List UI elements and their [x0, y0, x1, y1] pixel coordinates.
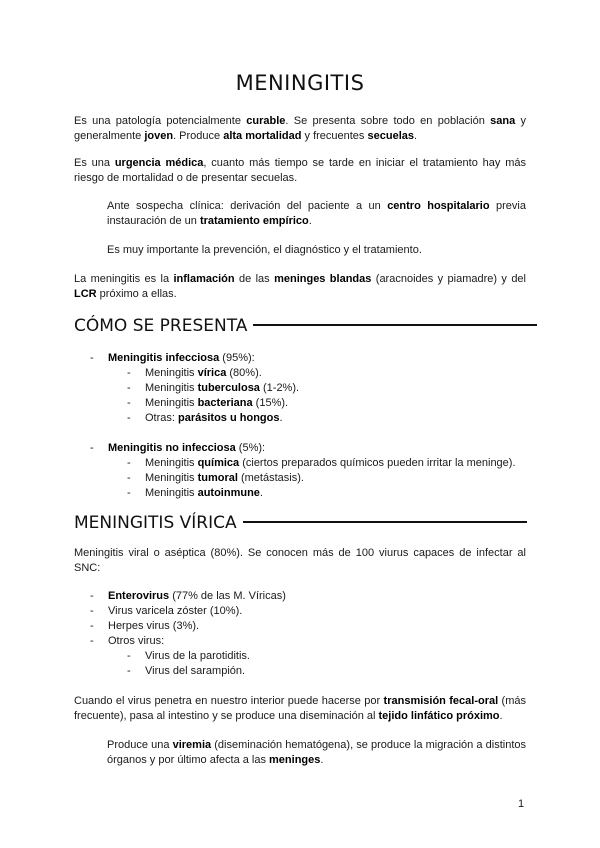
sub-list-item — [127, 456, 516, 471]
bold-term: viremia — [172, 739, 212, 751]
text-run: de las — [234, 273, 275, 285]
list-item — [90, 619, 286, 634]
bold-term: química — [197, 457, 240, 469]
sub-list-item — [127, 486, 516, 501]
list-item — [90, 634, 286, 679]
sub-list — [108, 366, 516, 426]
text-run: (aracnoides y piamadre) y del — [371, 273, 526, 285]
list-item — [90, 589, 286, 604]
virica-paragraph-3 — [107, 738, 526, 768]
intro-paragraph-3 — [107, 199, 526, 229]
text-run: (más frecuente), pasa al intestino y se produce una diseminación al — [74, 695, 527, 722]
bold-term: tumoral — [197, 472, 238, 484]
text-run: Virus de la parotiditis. — [145, 650, 250, 662]
bold-term: sana — [490, 115, 516, 127]
text-run: Meningitis — [145, 367, 198, 379]
text-run: y frecuentes — [301, 130, 368, 142]
text-run: (5%): — [235, 442, 266, 454]
text-run: próximo a ellas. — [96, 288, 177, 300]
text-run: . — [413, 130, 418, 142]
intro-paragraph-1 — [74, 114, 526, 144]
text-run: Virus varicela zóster (10%). — [108, 605, 243, 617]
sub-list-item — [127, 649, 286, 664]
bold-term: urgencia médica — [114, 157, 204, 169]
sub-list-item — [127, 396, 516, 411]
intro-paragraph-4 — [107, 243, 526, 258]
bold-term: transmisión fecal-oral — [383, 695, 499, 707]
text-run: (77% de las M. Víricas) — [169, 590, 286, 602]
text-run: (1-2%). — [259, 382, 300, 394]
sub-list-item — [127, 381, 516, 396]
sub-list-item — [127, 411, 516, 426]
text-run: Meningitis — [145, 457, 198, 469]
bold-term: meninges blandas — [274, 273, 372, 285]
bold-term: LCR — [74, 288, 97, 300]
text-run: Es una — [74, 157, 115, 169]
text-run: Meningitis — [145, 382, 198, 394]
list-item — [90, 441, 516, 501]
bold-term: autoinmune — [197, 487, 260, 499]
sub-list-item — [127, 471, 516, 486]
section-heading-text: CÓMO SE PRESENTA — [74, 316, 248, 336]
bold-term: inflamación — [173, 273, 235, 285]
bold-term: curable — [246, 115, 286, 127]
text-run: Meningitis viral o aséptica (80%). Se conocen más de 100 viurus capaces de infectar al SNC: — [74, 547, 526, 574]
sub-list — [108, 456, 516, 501]
list-item — [90, 604, 286, 619]
heading-rule — [243, 521, 527, 523]
sub-list-item — [127, 366, 516, 381]
text-run: La meningitis es la — [74, 273, 174, 285]
text-run: (diseminación hematógena), se produce la migración a distintos órganos y por último afecta a las — [107, 739, 527, 766]
text-run: Otros virus: — [108, 635, 165, 647]
text-run: Cuando el virus penetra en nuestro interior puede hacerse por — [74, 695, 384, 707]
bold-term: Enterovirus — [108, 590, 170, 602]
sub-list-item — [127, 664, 286, 679]
text-run: previa instauración de un — [107, 200, 526, 227]
bold-term: Meningitis no infecciosa — [108, 442, 236, 454]
text-run: . — [308, 215, 312, 227]
text-run: Meningitis — [145, 487, 198, 499]
text-run: (ciertos preparados químicos pueden irritar la meninge). — [239, 457, 516, 469]
virica-paragraph-1 — [74, 546, 526, 576]
text-run: Produce una — [107, 739, 173, 751]
text-run: y generalmente — [74, 115, 527, 142]
bold-term: tejido linfático próximo — [378, 710, 500, 722]
virus-list — [90, 589, 286, 679]
text-run: (15%). — [252, 397, 289, 409]
heading-rule — [253, 324, 537, 326]
bold-term: Meningitis infecciosa — [108, 352, 220, 364]
text-run: . Produce — [173, 130, 224, 142]
bold-term: tratamiento empírico — [199, 215, 309, 227]
bold-term: centro hospitalario — [387, 200, 490, 212]
sub-list — [108, 649, 286, 679]
bold-term: joven — [144, 130, 174, 142]
section-heading-text: MENINGITIS VÍRICA — [74, 513, 237, 533]
text-run: Es una patología potencialmente — [74, 115, 247, 127]
text-run: (95%): — [219, 352, 255, 364]
text-run: (80%). — [226, 367, 262, 379]
page-title: MENINGITIS — [235, 71, 365, 95]
bold-term: bacteriana — [197, 397, 253, 409]
text-run: Virus del sarampión. — [145, 665, 246, 677]
virica-paragraph-2 — [74, 694, 526, 724]
text-run: Herpes virus (3%). — [108, 620, 200, 632]
presentation-list — [90, 351, 516, 501]
text-run: (metástasis). — [237, 472, 304, 484]
list-item — [90, 351, 516, 426]
text-run: , cuanto más tiempo se tarde en iniciar el tratamiento hay más riesgo de mortalidad o de presentar secuelas. — [74, 157, 526, 184]
text-run: Otras: — [145, 412, 179, 424]
intro-paragraph-2 — [74, 156, 526, 186]
text-run: . — [499, 710, 503, 722]
bold-term: parásitos u hongos — [178, 412, 280, 424]
bold-term: meninges — [269, 754, 321, 766]
intro-paragraph-5 — [74, 272, 526, 302]
text-run: Es muy importante la prevención, el diagnóstico y el tratamiento. — [107, 244, 422, 256]
bold-term: vírica — [197, 367, 227, 379]
section-heading-como-se-presenta — [74, 315, 537, 337]
text-run: Meningitis — [145, 397, 198, 409]
text-run: . — [279, 412, 283, 424]
bold-term: tuberculosa — [197, 382, 260, 394]
bold-term: secuelas — [367, 130, 414, 142]
text-run: . Se presenta sobre todo en población — [285, 115, 491, 127]
text-run: . — [320, 754, 324, 766]
section-heading-meningitis-virica — [74, 512, 527, 534]
text-run: . — [259, 487, 263, 499]
bold-term: alta mortalidad — [223, 130, 302, 142]
page-number: 1 — [518, 798, 525, 810]
text-run: Meningitis — [145, 472, 198, 484]
text-run: Ante sospecha clínica: derivación del paciente a un — [107, 200, 388, 212]
